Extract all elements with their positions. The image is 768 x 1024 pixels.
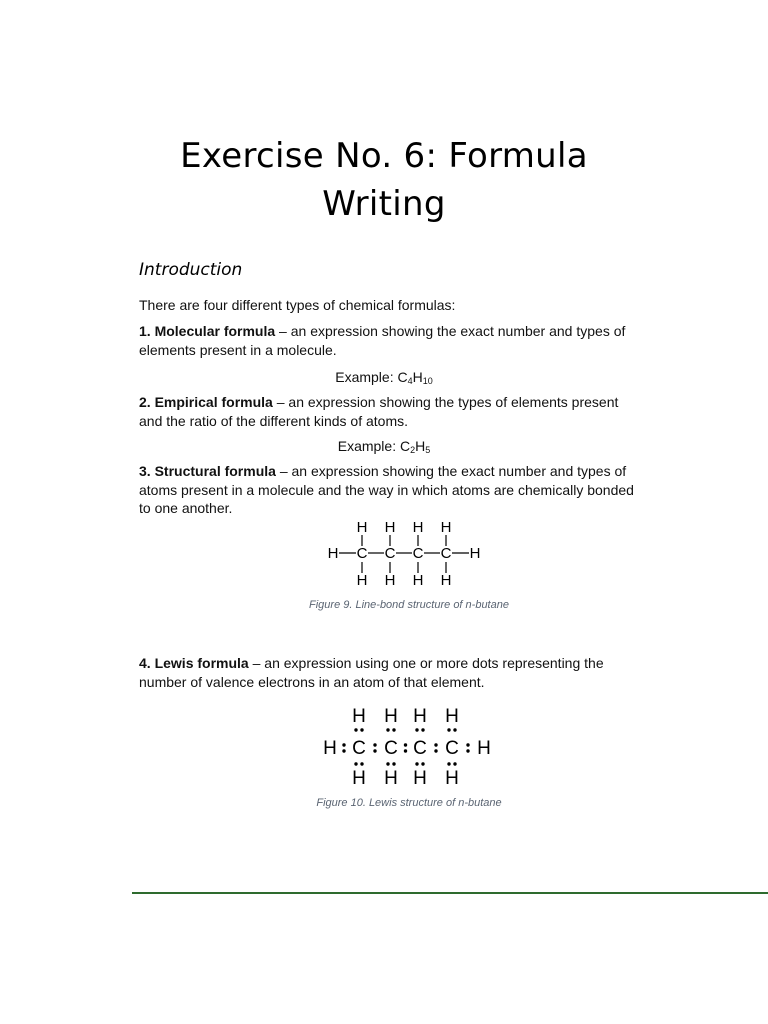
electron-dot — [354, 728, 357, 731]
hydrogen-atom: H — [352, 768, 366, 789]
electron-dot — [404, 743, 407, 746]
structural-formula-term: Structural formula — [154, 463, 276, 479]
carbon-atom: C — [413, 738, 427, 759]
example-element: C — [397, 369, 408, 385]
carbon-atom: C — [445, 738, 459, 759]
hydrogen-atom: H — [440, 519, 452, 536]
empirical-formula-description: – an expression showing the types of elements present and the ratio of the different kinds of atoms. — [139, 394, 619, 429]
electron-dot — [373, 743, 376, 746]
molecular-formula-description: – an expression showing the exact number and types of elements present in a molecule. — [139, 323, 626, 358]
carbon-atom: C — [356, 545, 368, 562]
page-title-line-1: Exercise No. 6: Formula — [180, 136, 588, 176]
hydrogen-atom: H — [413, 706, 427, 727]
electron-dot — [415, 762, 418, 765]
electron-dot — [434, 743, 437, 746]
hydrogen-atom: H — [413, 768, 427, 789]
electron-dot — [404, 749, 407, 752]
structural-formula-number: 3. — [139, 463, 151, 479]
example-label: Example: — [335, 369, 398, 385]
figure-10-caption: Figure 10. Lewis structure of n-butane — [316, 797, 502, 809]
molecular-formula-number: 1. — [139, 323, 151, 339]
lewis-formula-term: Lewis formula — [154, 655, 249, 671]
example-element: C — [399, 438, 411, 454]
lewis-formula-number: 4. — [139, 655, 151, 671]
empirical-formula-number: 2. — [139, 394, 151, 410]
figure-9-caption: Figure 9. Line-bond structure of n-butane — [309, 599, 509, 611]
carbon-atom: C — [412, 545, 424, 562]
electron-dot — [354, 762, 357, 765]
molecular-formula-example — [139, 368, 629, 386]
introduction-lead: There are four different types of chemical formulas: — [139, 297, 456, 313]
structural-formula-definition — [139, 462, 639, 518]
introduction-heading: Introduction — [139, 260, 243, 280]
page-title-line-2: Writing — [322, 184, 446, 224]
empirical-formula-term: Empirical formula — [154, 394, 273, 410]
line-bond-structure-figure — [320, 516, 490, 590]
molecular-formula-definition — [139, 322, 639, 359]
carbon-atom: C — [384, 738, 398, 759]
example-subscript: 10 — [422, 376, 433, 386]
hydrogen-atom: H — [384, 768, 398, 789]
hydrogen-atom: H — [445, 768, 459, 789]
molecular-formula-term: Molecular formula — [154, 323, 276, 339]
hydrogen-atom: H — [412, 519, 424, 536]
example-subscript: 2 — [410, 445, 416, 455]
example-element: H — [412, 369, 423, 385]
hydrogen-atom: H — [412, 572, 424, 589]
electron-dot — [466, 749, 469, 752]
hydrogen-atom: H — [356, 519, 368, 536]
lewis-structure-diagram — [316, 702, 500, 790]
electron-dot — [360, 728, 363, 731]
electron-dot — [342, 749, 345, 752]
electron-dot — [360, 762, 363, 765]
electron-dot — [386, 728, 389, 731]
carbon-atom: C — [352, 738, 366, 759]
footer-divider — [132, 892, 768, 894]
electron-dot — [447, 728, 450, 731]
hydrogen-atom: H — [323, 738, 337, 759]
electron-dot — [453, 762, 456, 765]
electron-dot — [415, 728, 418, 731]
electron-dot — [386, 762, 389, 765]
electron-dot — [392, 762, 395, 765]
electron-dot — [453, 728, 456, 731]
lewis-structure-figure — [316, 702, 500, 790]
hydrogen-atom: H — [477, 738, 491, 759]
hydrogen-atom: H — [440, 572, 452, 589]
electron-dot — [392, 728, 395, 731]
empirical-formula-example — [139, 437, 629, 455]
hydrogen-atom: H — [352, 706, 366, 727]
hydrogen-atom: H — [384, 519, 396, 536]
example-subscript: 5 — [425, 445, 431, 455]
hydrogen-atom: H — [356, 572, 368, 589]
hydrogen-atom: H — [384, 572, 396, 589]
electron-dot — [421, 762, 424, 765]
example-element: H — [415, 438, 426, 454]
electron-dot — [434, 749, 437, 752]
hydrogen-atom: H — [384, 706, 398, 727]
hydrogen-atom: H — [469, 545, 481, 562]
structural-formula-description: – an expression showing the exact number and types of atoms present in a molecule and the way in which atoms are chemically bonded to one another. — [139, 463, 634, 516]
electron-dot — [373, 749, 376, 752]
electron-dot — [421, 728, 424, 731]
carbon-atom: C — [384, 545, 396, 562]
line-bond-structure-diagram — [320, 516, 490, 590]
lewis-formula-definition — [139, 654, 639, 691]
empirical-formula-definition — [139, 393, 639, 430]
electron-dot — [447, 762, 450, 765]
page-title — [120, 132, 648, 228]
hydrogen-atom: H — [327, 545, 339, 562]
carbon-atom: C — [440, 545, 452, 562]
electron-dot — [466, 743, 469, 746]
electron-dot — [342, 743, 345, 746]
example-label: Example: — [337, 438, 400, 454]
lewis-formula-description: – an expression using one or more dots representing the number of valence electrons in an atom of that element. — [139, 655, 604, 690]
hydrogen-atom: H — [445, 706, 459, 727]
example-subscript: 4 — [407, 376, 413, 386]
